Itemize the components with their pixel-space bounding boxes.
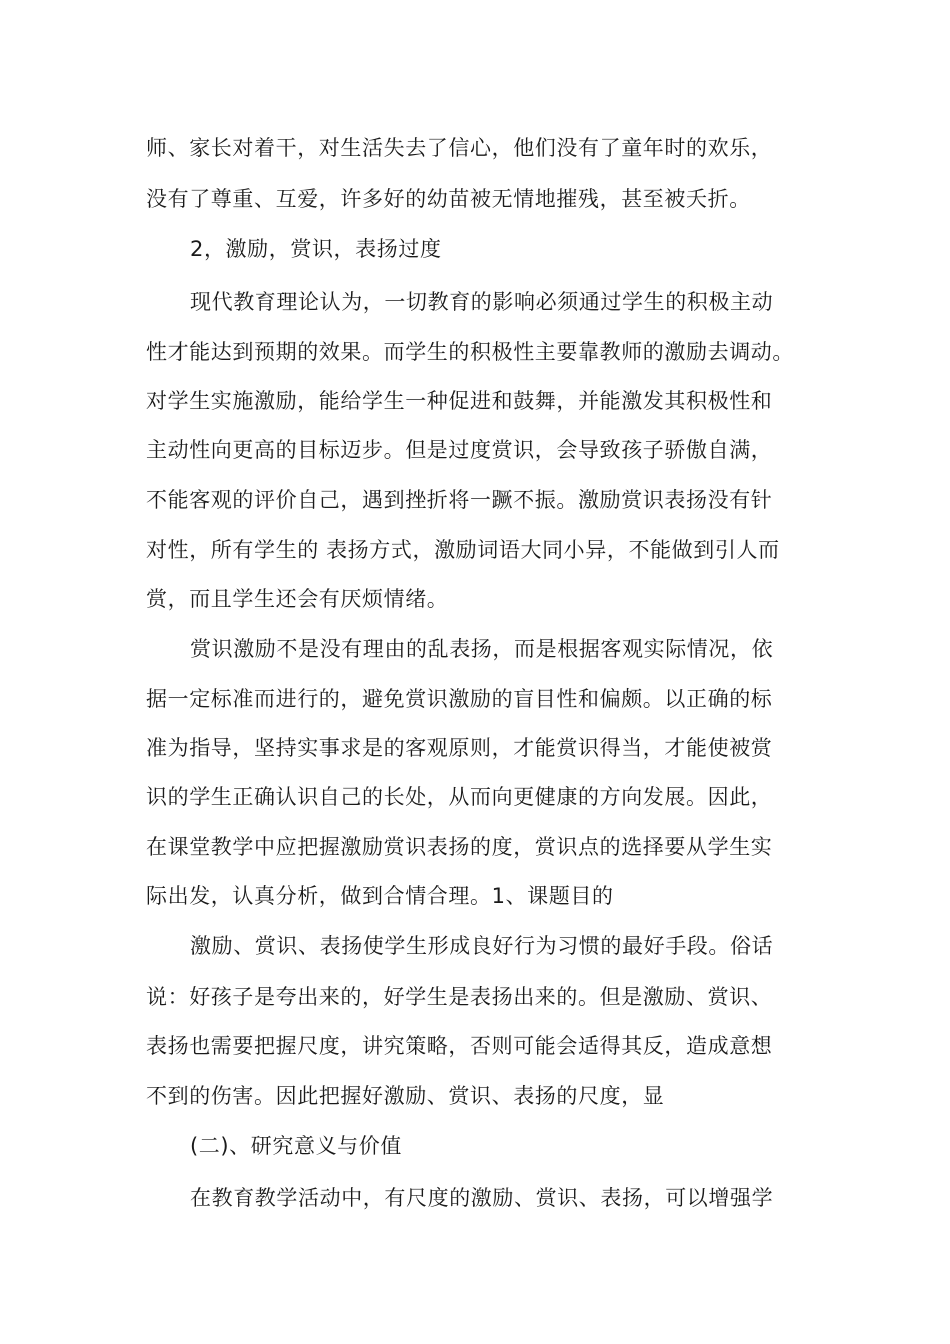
text-line: 际出发，认真分析，做到合情合理。1、课题目的 xyxy=(146,884,614,908)
text-line: 表扬也需要把握尺度，讲究策略，否则可能会适得其反，造成意想 xyxy=(146,1034,773,1058)
section-heading: 2，激励，赏识，表扬过度 xyxy=(190,237,442,261)
text-line: 不能客观的评价自己，遇到挫折将一蹶不振。激励赏识表扬没有针 xyxy=(146,488,773,512)
text-line: 对性，所有学生的 表扬方式，激励词语大同小异，不能做到引人而 xyxy=(146,538,780,562)
text-line: 准为指导，坚持实事求是的客观原则，才能赏识得当，才能使被赏 xyxy=(146,736,773,760)
section-heading: (二)、研究意义与价值 xyxy=(190,1134,402,1158)
text-line: 对学生实施激励，能给学生一种促进和鼓舞，并能激发其积极性和 xyxy=(146,389,773,413)
text-line: 在教育教学活动中，有尺度的激励、赏识、表扬，可以增强学 xyxy=(190,1186,774,1210)
text-line: 据一定标准而进行的，避免赏识激励的盲目性和偏颇。以正确的标 xyxy=(146,687,773,711)
text-line: 不到的伤害。因此把握好激励、赏识、表扬的尺度，显 xyxy=(146,1084,665,1108)
text-line: 性才能达到预期的效果。而学生的积极性主要靠教师的激励去调动。 xyxy=(146,340,794,364)
text-line: 赏识激励不是没有理由的乱表扬，而是根据客观实际情况，依 xyxy=(190,637,774,661)
text-line: 没有了尊重、互爱，许多好的幼苗被无情地摧残，甚至被夭折。 xyxy=(146,187,751,211)
text-line: 说：好孩子是夸出来的，好学生是表扬出来的。但是激励、赏识、 xyxy=(146,985,773,1009)
text-line: 激励、赏识、表扬使学生形成良好行为习惯的最好手段。俗话 xyxy=(190,934,774,958)
text-line: 主动性向更高的目标迈步。但是过度赏识，会导致孩子骄傲自满， xyxy=(146,438,773,462)
text-line: 识的学生正确认识自己的长处，从而向更健康的方向发展。因此， xyxy=(146,785,773,809)
text-line: 现代教育理论认为，一切教育的影响必须通过学生的积极主动 xyxy=(190,290,774,314)
text-line: 赏，而且学生还会有厌烦情绪。 xyxy=(146,587,449,611)
text-line: 师、家长对着干，对生活失去了信心，他们没有了童年时的欢乐， xyxy=(146,136,773,160)
text-line: 在课堂教学中应把握激励赏识表扬的度，赏识点的选择要从学生实 xyxy=(146,835,773,859)
